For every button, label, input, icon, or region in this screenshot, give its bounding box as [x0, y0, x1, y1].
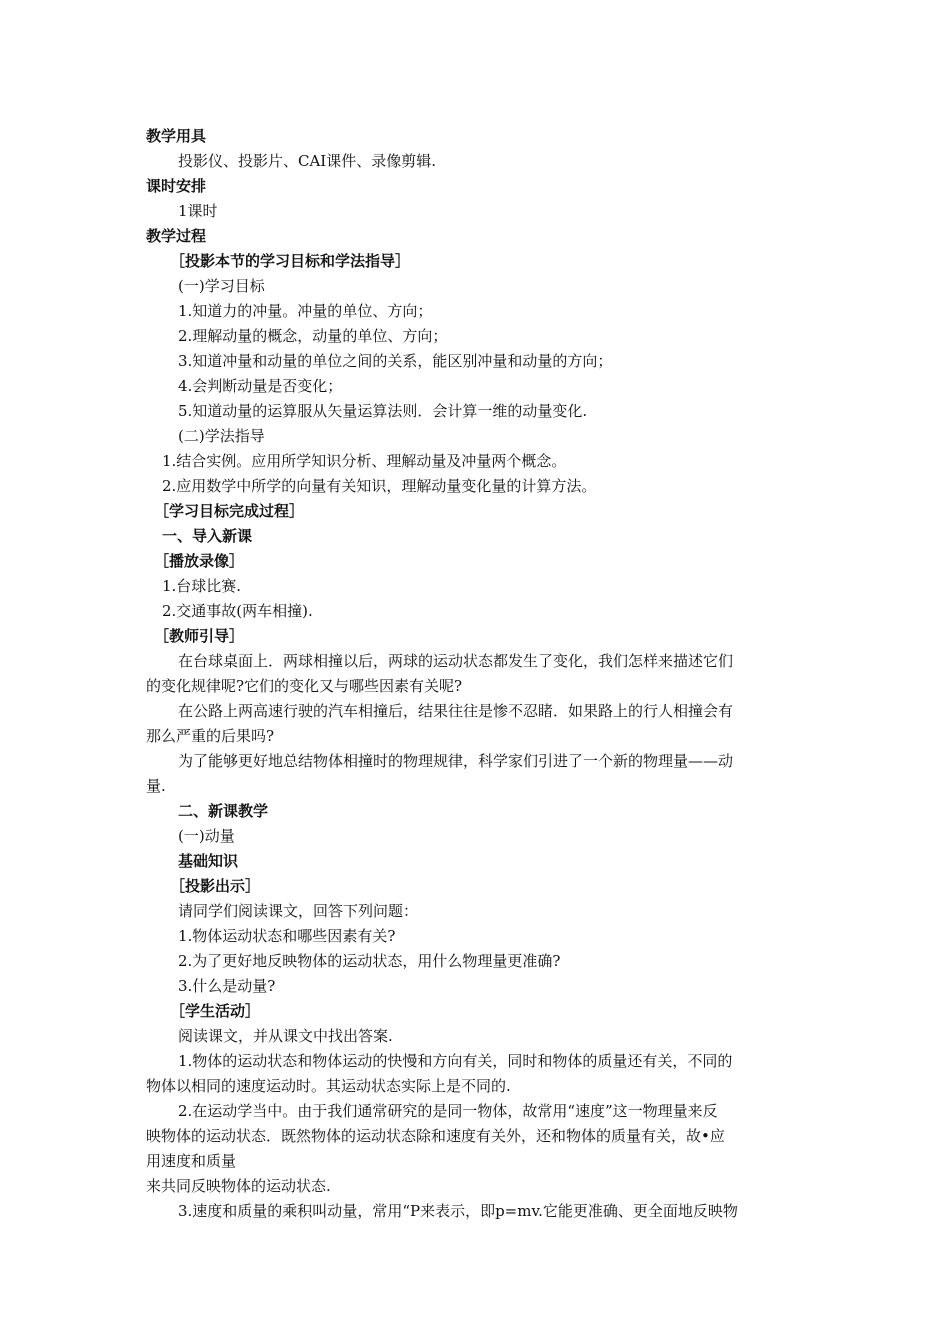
paragraph-tools: 投影仪、投影片、CAI课件、录像剪辑.: [178, 152, 437, 170]
list-item: 1.物体运动状态和哪些因素有关?: [178, 927, 396, 945]
section-heading-intro: 一、导入新课: [162, 527, 253, 545]
paragraph-line: 1.物体的运动状态和物体运动的快慢和方向有关，同时和物体的质量还有关，不同的: [178, 1052, 733, 1070]
bracket-heading-teacher: ［教师引导］: [154, 627, 245, 645]
subheading-momentum: (一)动量: [178, 827, 235, 845]
section-heading-new: 二、新课教学: [178, 802, 269, 820]
list-item: 2.为了更好地反映物体的运动状态，用什么物理量更准确?: [178, 952, 561, 970]
paragraph-line: 的变化规律呢?它们的变化又与哪些因素有关呢?: [146, 677, 463, 695]
subheading-basics: 基础知识: [178, 852, 239, 870]
list-item: 3.知道冲量和动量的单位之间的关系，能区别冲量和动量的方向；: [178, 352, 613, 370]
list-item: 3.什么是动量?: [178, 977, 276, 995]
bracket-heading-video: ［播放录像］: [154, 552, 245, 570]
subheading-method: (二)学法指导: [178, 427, 265, 445]
paragraph-line: 为了能够更好地总结物体相撞时的物理规律，科学家们引进了一个新的物理量——动: [178, 752, 734, 770]
heading-teaching-tools: 教学用具: [146, 127, 207, 145]
list-item: 2.应用数学中所学的向量有关知识，理解动量变化量的计算方法。: [162, 477, 597, 495]
paragraph-line: 3.速度和质量的乘积叫动量，常用“P来表示，即p=mv.它能更准确、更全面地反映物: [178, 1202, 738, 1220]
paragraph-line: 量.: [146, 777, 166, 795]
list-item: 1.台球比赛.: [162, 577, 242, 595]
bracket-heading-student: ［学生活动］: [170, 1002, 261, 1020]
paragraph-line: 2.在运动学当中。由于我们通常研究的是同一物体，故常用“速度”这一物理量来反: [178, 1102, 718, 1120]
list-item: 2.理解动量的概念，动量的单位、方向；: [178, 327, 448, 345]
paragraph-line: 映物体的运动状态．既然物体的运动状态除和速度有关外，还和物体的质量有关，故•应: [146, 1127, 725, 1145]
paragraph-line: 来共同反映物体的运动状态.: [146, 1177, 331, 1195]
list-item: 4.会判断动量是否变化；: [178, 377, 343, 395]
bracket-heading-show: ［投影出示］: [170, 877, 261, 895]
heading-schedule: 课时安排: [146, 177, 207, 195]
list-item: 5.知道动量的运算服从矢量运算法则．会计算一维的动量变化.: [178, 402, 588, 420]
paragraph-line: 请同学们阅读课文，回答下列问题：: [178, 902, 419, 920]
paragraph-line: 物体以相同的速度运动时。其运动状态实际上是不同的.: [146, 1077, 511, 1095]
list-item: 2.交通事故(两车相撞).: [162, 602, 313, 620]
paragraph-line: 在公路上两高速行驶的汽车相撞后，结果往往是惨不忍睹．如果路上的行人相撞会有: [178, 702, 734, 720]
bracket-heading-process: ［学习目标完成过程］: [154, 502, 305, 520]
list-item: 1.知道力的冲量。冲量的单位、方向；: [178, 302, 433, 320]
paragraph-line: 用速度和质量: [146, 1152, 237, 1170]
paragraph-line: 阅读课文，并从课文中找出答案.: [178, 1027, 393, 1045]
paragraph-schedule: 1课时: [178, 202, 218, 220]
paragraph-line: 在台球桌面上．两球相撞以后，两球的运动状态都发生了变化，我们怎样来描述它们: [178, 652, 734, 670]
paragraph-line: 那么严重的后果吗?: [146, 727, 275, 745]
heading-process: 教学过程: [146, 227, 207, 245]
list-item: 1.结合实例。应用所学知识分析、理解动量及冲量两个概念。: [162, 452, 567, 470]
bracket-heading-projection: ［投影本节的学习目标和学法指导］: [170, 252, 411, 270]
subheading-goals: (一)学习目标: [178, 277, 265, 295]
